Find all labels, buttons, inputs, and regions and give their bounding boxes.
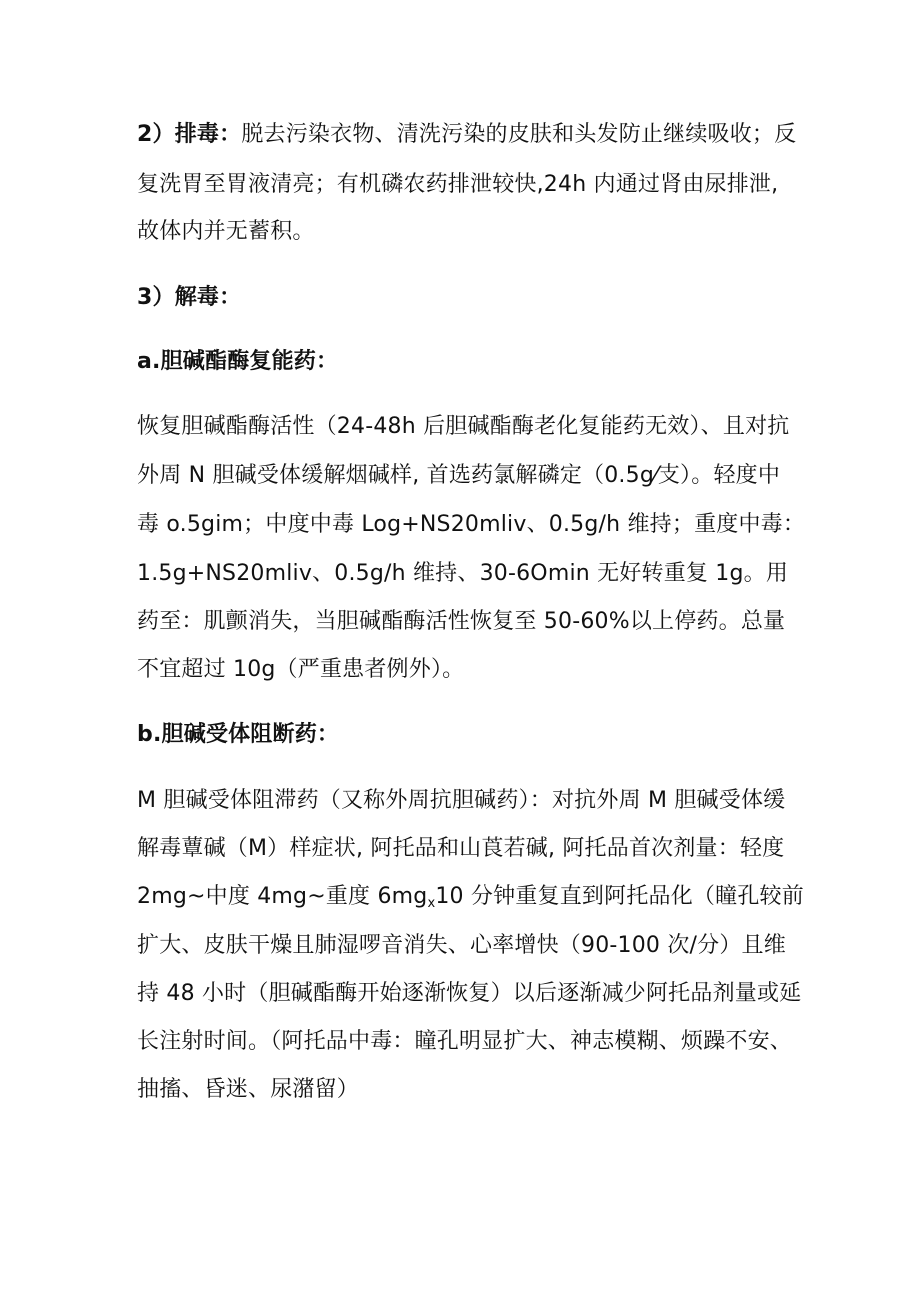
section-b-heading: b.胆碱受体阻断药： xyxy=(137,722,340,747)
section-2-text: 脱去污染衣物、清洗污染的皮肤和头发防止继续吸收；反 xyxy=(241,122,797,147)
dose-text-continued: 10 分钟重复直到阿托品化（瞳孔较前 xyxy=(435,884,804,909)
section-a-line-3: 毒 o.5gim；中度中毒 Log+NS20mliv、0.5g/h 维持；重度中毒： xyxy=(137,512,806,537)
section-b-line-2: 解毒蕈碱（M）样症状, 阿托品和山莨若碱, 阿托品首次剂量：轻度 xyxy=(137,836,785,861)
section-3-heading: 3）解毒： xyxy=(137,285,242,310)
section-2-line-2: 复洗胃至胃液清亮；有机磷农药排泄较快,24h 内通过肾由尿排泄, xyxy=(137,172,779,197)
section-b-line-5: 持 48 小时（胆碱酯酶开始逐渐恢复）以后逐渐减少阿托品剂量或延 xyxy=(137,981,802,1006)
section-b-line-3 xyxy=(137,882,804,919)
section-b-line-4: 扩大、皮肤干燥且肺湿啰音消失、心率增快（90-100 次/分）且维 xyxy=(137,933,786,958)
section-a-line-2: 外周 N 胆碱受体缓解烟碱样, 首选药氯解磷定（0.5g⁄支）。轻度中 xyxy=(137,463,781,488)
section-b-line-7: 抽搐、昏迷、尿潴留） xyxy=(137,1077,360,1102)
section-b-line-6: 长注射时间。（阿托品中毒：瞳孔明显扩大、神志模糊、烦躁不安、 xyxy=(137,1029,793,1054)
section-a-line-6: 不宜超过 10g（严重患者例外）。 xyxy=(137,657,465,682)
section-a-heading: a.胆碱酯酶复能药： xyxy=(137,349,339,374)
section-a-line-4: 1.5g+NS20mliv、0.5g/h 维持、30-6Omin 无好转重复 1g。用 xyxy=(137,561,789,586)
section-b-line-1: M 胆碱受体阻滞药（又称外周抗胆碱药）：对抗外周 M 胆碱受体缓 xyxy=(137,788,786,813)
dose-text: 2mg~中度 4mg~重度 6mg xyxy=(137,884,428,909)
section-a-line-1: 恢复胆碱酯酶活性（24-48h 后胆碱酯酶老化复能药无效）、且对抗 xyxy=(137,414,790,439)
dose-subscript: x xyxy=(427,896,436,911)
section-a-line-5: 药至：肌颤消失，当胆碱酯酶活性恢复至 50-60%以上停药。总量 xyxy=(137,609,786,634)
section-2-line-3: 故体内并无蓄积。 xyxy=(137,219,315,244)
section-2-heading: 2）排毒： xyxy=(137,122,242,147)
section-2-line-1 xyxy=(137,120,796,150)
